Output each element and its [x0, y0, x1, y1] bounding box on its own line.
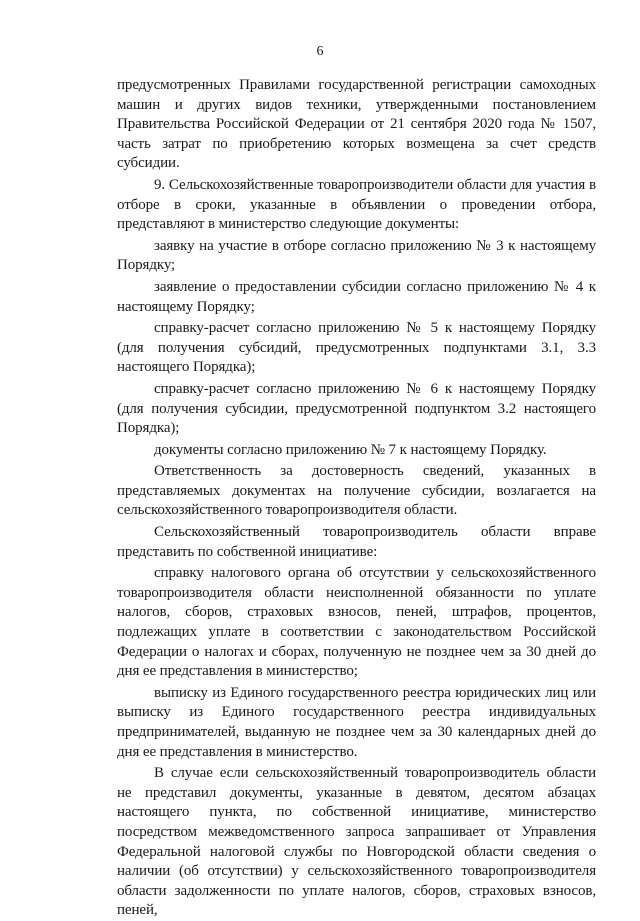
page-number: 6	[316, 44, 324, 59]
paragraph: справку-расчет согласно приложению № 5 к настоящему Порядку (для получения субсидий, предусмотренных подпунктами 3.1, 3.3 настоящего Порядка);	[117, 320, 596, 376]
paragraph: В случае если сельскохозяйственный товаропроизводитель области не представил документы, указанные в девятом, десятом абзацах настоящего пункта, по собственной инициативе, министерство посредством межведомственного запроса запрашивает от Управления Федеральной налоговой службы по Новгородской области сведения о наличии (об отсутствии) у сельскохозяйственного товаропроизводителя области задолженности по уплате налогов, сборов, страховых взносов, пеней,	[117, 765, 596, 919]
document-body	[117, 76, 596, 921]
paragraph: Сельскохозяйственный товаропроизводитель области вправе представить по собственной инициативе:	[117, 524, 596, 560]
paragraph: документы согласно приложению № 7 к настоящему Порядку.	[154, 441, 547, 458]
paragraph: заявление о предоставлении субсидии согласно приложению № 4 к настоящему Порядку;	[117, 278, 596, 315]
paragraph: предусмотренных Правилами государственной регистрации самоходных машин и других видов техники, утвержденными постановлением Правительства Российской Федерации от 21 сентября 2020 года № 1507, часть затрат по приобретению которых возмещена за счет средств субсидии.	[117, 77, 596, 172]
paragraph: заявку на участие в отборе согласно приложению № 3 к настоящему Порядку;	[117, 237, 596, 274]
paragraph: справку-расчет согласно приложению № 6 к настоящему Порядку (для получения субсидии, предусмотренной подпунктом 3.2 настоящего Порядка);	[117, 380, 596, 437]
paragraph: выписку из Единого государственного реестра юридических лиц или выписку из Единого государственного реестра индивидуальных предпринимателей, выданную не позднее чем за 30 календарных дней до дня ее представления в министерство.	[117, 684, 596, 760]
paragraph: справку налогового органа об отсутствии у сельскохозяйственного товаропроизводителя области неисполненной обязанности по уплате налогов, сборов, страховых взносов, пеней, штрафов, процентов, подлежащих уплате в соответствии с законодательством Российской Федерации о налогах и сборах, полученную не позднее чем за 30 дней до дня ее представления в министерство;	[117, 565, 596, 680]
paragraph: Ответственность за достоверность сведений, указанных в представляемых документах на получение субсидии, возлагается на сельскохозяйственного товаропроизводителя области.	[117, 463, 596, 519]
paragraph: 9. Сельскохозяйственные товаропроизводители области для участия в отборе в сроки, указанные в объявлении о проведении отбора, представляют в министерство следующие документы:	[117, 176, 596, 233]
